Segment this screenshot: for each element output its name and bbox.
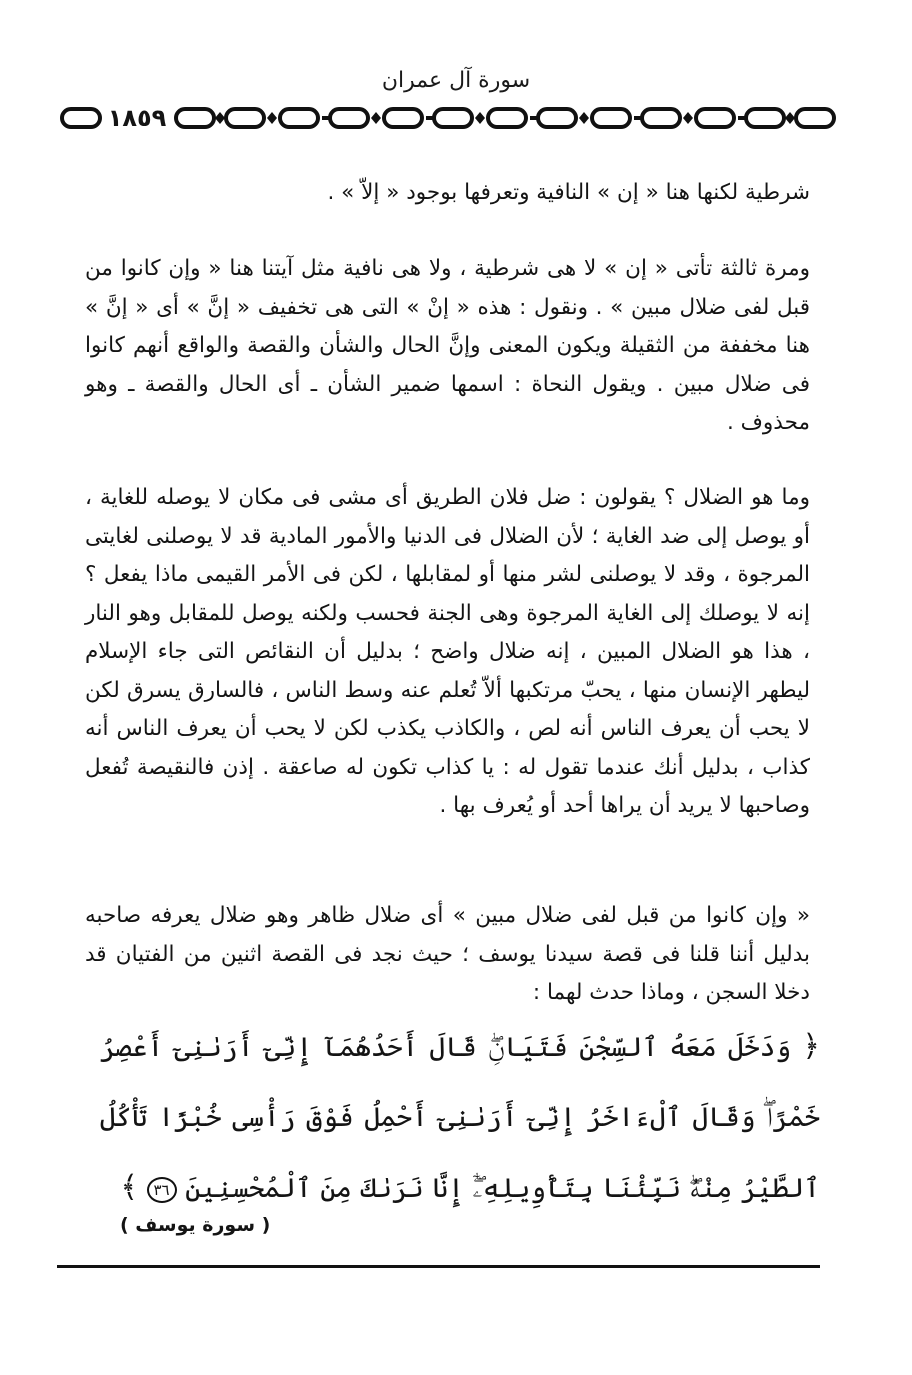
paragraph-1: شرطية لكنها هنا « إن » النافية وتعرفها بوجود « إلاّ » . [327,180,810,205]
ornament-diamond [215,112,225,124]
ornament-capsule [796,109,834,127]
ornament-link [322,116,330,120]
ornament-diamond [267,112,277,124]
paragraph-2: ومرة ثالثة تأتى « إن » لا هى شرطية ، ولا هى نافية مثل آيتنا هنا « وإن كانوا من قبل لفى ضلال مبين » . ونقول : هذه « إنْ » التى هى تخفيف « إنَّ » أى « إنَّ » هنا مخففة من الثقيلة ويكون المعنى وإنَّ الحال والشأن والقصة والواقع أنهم كانوا فى ضلال مبين . ويقول النحاة : اسمها ضمير الشأن ـ أى الحال والقصة ـ وهو محذوف . [85,256,810,435]
ornament-capsule [176,109,214,127]
ornament-capsule [280,109,318,127]
ornament-link [738,116,746,120]
quran-verse-text: وَدَخَلَ مَعَهُ ٱلسِّجْنَ فَتَيَانِۖ قَالَ أَحَدُهُمَآ إِنِّىٓ أَرَىٰنِىٓ أَعْصِرُ خَمْرًاۖ وَقَالَ ٱلْءَاخَرُ إِنِّىٓ أَرَىٰنِىٓ أَحْمِلُ فَوْقَ رَأْسِى خُبْزًا تَأْكُلُ ٱلطَّيْرُ مِنْهُۖ نَبِّئْنَا بِتَأْوِيلِهِۦٓۖ إِنَّا نَرَىٰكَ مِنَ ٱلْمُحْسِنِينَ [100,1032,820,1204]
ornament-capsule [746,109,784,127]
ornament-capsule [434,109,472,127]
ornament-link [426,116,434,120]
ornament-diamond [579,112,589,124]
ornament-capsule [488,109,526,127]
paragraph-4: « وإن كانوا من قبل لفى ضلال مبين » أى ضلال ظاهر وهو ضلال يعرفه صاحبه بدليل أننا قلنا فى قصة سيدنا يوسف ؛ حيث نجد فى القصة اثنين من الفتيان قد دخلا السجن ، وماذا حدث لهما : [85,903,810,1005]
ornament-diamond [371,112,381,124]
ornament-capsule [642,109,680,127]
page-number: ١٨٥٩ [102,104,172,132]
ornament-diamond [785,112,795,124]
paragraph-3: وما هو الضلال ؟ يقولون : ضل فلان الطريق أى مشى فى مكان لا يوصله للغاية ، أو يوصل إلى ضد الغاية ؛ لأن الضلال فى الدنيا والأمور المادية قد لا يوصلنى لغايتى المرجوة ، وقد لا يوصلنى لشر منها أو لمقابلها ، لكن فى الأمر القيمى ماذا يفعل ؟ إنه لا يوصلك إلى الغاية المرجوة وهى الجنة فحسب ولكنه يوصل للمقابل وهو النار ، هذا هو الضلال المبين ، إنه ضلال واضح ؛ بدليل أن النقائص التى جاء الإسلام ليطهر الإنسان منها ، يحبّ مرتكبها ألاّ تُعلم عنه وسط الناس ، فالسارق يسرق لكن لا يحب أن يعرف الناس أنه لص ، والكاذب يكذب لكن لا يحب أن يعرف الناس أنه كذاب ، بدليل أنك عندما تقول له : يا كذاب تكون له صاعقة . إذن فالنقيصة تُفعل وصاحبها لا يريد أن يراها أحد أو يُعرف بها . [85,485,810,818]
source-reference: ( سورة يوسف ) [120,1214,271,1236]
ornament-diamond [683,112,693,124]
ornament-diamond [475,112,485,124]
footer-divider [57,1265,820,1268]
quran-open-brace: ﴿ [802,1029,820,1064]
ornament-link [634,116,642,120]
quran-verse-block [100,1012,820,1224]
ornament-capsule [592,109,630,127]
ornament-capsule [696,109,734,127]
ornament-capsule [226,109,264,127]
ayah-number-marker: ٣٦ [147,1177,177,1203]
ornament-capsule [538,109,576,127]
ornamental-border [60,104,836,132]
ornament-link [530,116,538,120]
quran-close-brace: ﴾ [120,1170,138,1205]
ornament-capsule [330,109,368,127]
ornament-capsule [384,109,422,127]
surah-title-header: سورة آل عمران [381,68,531,93]
ornament-capsule [62,109,100,127]
